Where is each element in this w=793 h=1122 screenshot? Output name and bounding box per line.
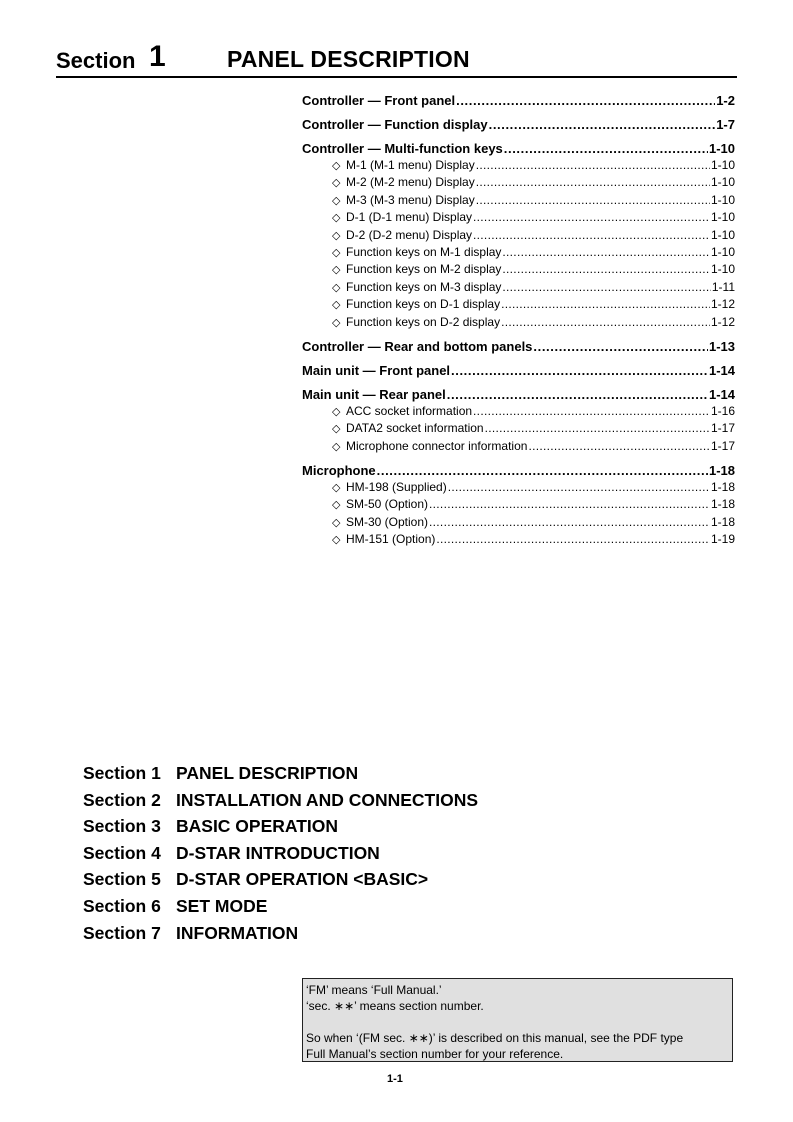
note-line: ‘FM’ means ‘Full Manual.’ — [306, 983, 442, 997]
toc-entry-page: 1-10 — [708, 141, 735, 156]
table-of-contents — [302, 92, 735, 549]
toc-subentry-page: 1-10 — [710, 262, 735, 277]
toc-leader-dots — [447, 386, 708, 403]
toc-subentry-label: Function keys on M-2 display — [346, 262, 502, 277]
toc-subentry-label: SM-30 (Option) — [346, 514, 429, 529]
toc-subentry-page: 1-18 — [710, 497, 735, 512]
toc-leader-dots — [377, 462, 708, 479]
section-link[interactable] — [83, 893, 478, 920]
diamond-bullet-icon: ◇ — [332, 534, 341, 547]
toc-subentry[interactable] — [302, 531, 735, 548]
diamond-bullet-icon: ◇ — [332, 246, 341, 259]
toc-leader-dots — [502, 261, 710, 278]
toc-leader-dots — [451, 362, 708, 379]
toc-subentry-page: 1-18 — [710, 514, 735, 529]
section-header — [56, 40, 737, 78]
toc-subentry[interactable] — [302, 192, 735, 209]
note-line: ‘sec. ∗∗’ means section number. — [306, 999, 484, 1013]
toc-subentry-page: 1-10 — [710, 175, 735, 190]
toc-leader-dots — [473, 209, 710, 226]
section-link-number: Section 4 — [83, 842, 161, 863]
toc-subentry-label: SM-50 (Option) — [346, 497, 429, 512]
toc-subentry[interactable] — [302, 420, 735, 437]
section-link-title: BASIC OPERATION — [176, 816, 339, 837]
toc-entry[interactable] — [302, 116, 735, 133]
toc-subentry[interactable] — [302, 438, 735, 455]
toc-subentry-page: 1-17 — [710, 421, 735, 436]
toc-subentry[interactable] — [302, 209, 735, 226]
toc-entry[interactable] — [302, 92, 735, 109]
toc-entry-page: 1-14 — [708, 386, 735, 402]
diamond-bullet-icon: ◇ — [332, 482, 341, 495]
toc-entry[interactable] — [302, 462, 735, 479]
toc-subentry[interactable] — [302, 479, 735, 496]
section-link-title: PANEL DESCRIPTION — [176, 763, 359, 783]
toc-subentry-page: 1-12 — [710, 297, 735, 312]
toc-subentry-label: DATA2 socket information — [346, 421, 484, 436]
toc-entry-page: 1-14 — [708, 362, 735, 378]
toc-entry-label: Controller — Multi-function keys — [302, 141, 503, 156]
diamond-bullet-icon: ◇ — [332, 264, 341, 277]
toc-subentry[interactable] — [302, 227, 735, 244]
toc-subentry[interactable] — [302, 244, 735, 261]
section-number: 1 — [149, 40, 166, 73]
diamond-bullet-icon: ◇ — [332, 194, 341, 207]
toc-subentry[interactable] — [302, 296, 735, 313]
toc-subentry-page: 1-10 — [710, 192, 735, 207]
section-link-title: D-STAR OPERATION <BASIC> — [176, 869, 429, 890]
toc-leader-dots — [485, 420, 710, 437]
toc-leader-dots — [476, 192, 710, 209]
section-link-title: SET MODE — [176, 895, 268, 916]
diamond-bullet-icon: ◇ — [332, 229, 341, 242]
diamond-bullet-icon: ◇ — [332, 440, 341, 453]
toc-subentry-page: 1-17 — [710, 438, 735, 453]
toc-subentry-page: 1-16 — [710, 403, 735, 418]
toc-subentry-label: M-2 (M-2 menu) Display — [346, 175, 475, 190]
toc-leader-dots — [504, 140, 708, 157]
toc-subentry-label: D-1 (D-1 menu) Display — [346, 210, 473, 225]
toc-subentry-label: Function keys on M-1 display — [346, 244, 502, 259]
toc-leader-dots — [436, 531, 710, 548]
toc-subentry-label: HM-198 (Supplied) — [346, 480, 447, 495]
toc-subentry-page: 1-11 — [711, 279, 735, 294]
section-link-number: Section 1 — [83, 763, 161, 783]
toc-entry[interactable] — [302, 386, 735, 403]
section-link-number: Section 5 — [83, 869, 161, 890]
toc-subentry-label: Microphone connector information — [346, 438, 528, 453]
note-box — [302, 978, 733, 1062]
section-link-number: Section 7 — [83, 922, 161, 943]
toc-entry-label: Main unit — Front panel — [302, 362, 451, 378]
toc-subentry-page: 1-10 — [710, 227, 735, 242]
diamond-bullet-icon: ◇ — [332, 281, 341, 294]
toc-subentry-label: M-1 (M-1 menu) Display — [346, 158, 475, 172]
toc-subentry[interactable] — [302, 279, 735, 296]
toc-entry-label: Controller — Front panel — [302, 93, 456, 108]
note-spacer — [306, 1014, 732, 1030]
toc-subentry-label: D-2 (D-2 menu) Display — [346, 227, 473, 242]
toc-entry-page: 1-13 — [708, 338, 735, 354]
page-number: 1-1 — [387, 1073, 403, 1085]
toc-entry-label: Controller — Rear and bottom panels — [302, 338, 533, 354]
section-link[interactable] — [83, 787, 478, 814]
section-link-number: Section 6 — [83, 895, 161, 916]
toc-leader-dots — [489, 116, 716, 133]
page-title: PANEL DESCRIPTION — [227, 46, 470, 72]
toc-leader-dots — [502, 279, 710, 296]
note-line: So when ‘(FM sec. ∗∗)’ is described on this manual, see the PDF type — [306, 1031, 684, 1045]
section-link-title: D-STAR INTRODUCTION — [176, 842, 380, 863]
toc-leader-dots — [501, 314, 710, 331]
toc-leader-dots — [429, 496, 710, 513]
section-link[interactable] — [83, 813, 478, 840]
toc-subentry[interactable] — [302, 261, 735, 278]
toc-entry[interactable] — [302, 362, 735, 379]
diamond-bullet-icon: ◇ — [332, 177, 341, 190]
toc-leader-dots — [473, 227, 710, 244]
toc-subentry-label: ACC socket information — [346, 403, 473, 418]
toc-subentry[interactable] — [302, 157, 735, 174]
section-list — [83, 760, 478, 946]
toc-subentry-label: Function keys on M-3 display — [346, 279, 502, 294]
diamond-bullet-icon: ◇ — [332, 316, 341, 329]
toc-leader-dots — [476, 157, 710, 174]
diamond-bullet-icon: ◇ — [332, 499, 341, 512]
toc-subentry[interactable] — [302, 403, 735, 420]
section-link-number: Section 2 — [83, 789, 161, 810]
toc-leader-dots — [476, 174, 710, 191]
toc-subentry[interactable] — [302, 496, 735, 513]
toc-subentry[interactable] — [302, 174, 735, 191]
toc-entry-page: 1-18 — [708, 463, 735, 479]
toc-subentry[interactable] — [302, 514, 735, 531]
toc-subentry-label: Function keys on D-2 display — [346, 314, 501, 329]
note-line: Full Manual’s section number for your reference. — [306, 1047, 564, 1061]
toc-subentry-label: M-3 (M-3 menu) Display — [346, 192, 475, 207]
toc-entry-page: 1-2 — [716, 93, 735, 108]
diamond-bullet-icon: ◇ — [332, 212, 341, 225]
toc-leader-dots — [528, 438, 710, 455]
toc-subentry[interactable] — [302, 314, 735, 331]
toc-subentry-page: 1-10 — [710, 210, 735, 225]
toc-subentry-page: 1-18 — [710, 480, 735, 495]
toc-subentry-page: 1-19 — [710, 532, 735, 547]
toc-entry-page: 1-7 — [716, 117, 735, 132]
toc-entry[interactable] — [302, 140, 735, 157]
toc-leader-dots — [502, 244, 710, 261]
toc-leader-dots — [473, 403, 710, 420]
toc-entry-label: Controller — Function display — [302, 117, 488, 132]
diamond-bullet-icon: ◇ — [332, 516, 341, 529]
section-link-title: INFORMATION — [176, 922, 299, 943]
diamond-bullet-icon: ◇ — [332, 160, 341, 172]
toc-subentry-page: 1-12 — [710, 314, 735, 329]
diamond-bullet-icon: ◇ — [332, 299, 341, 312]
diamond-bullet-icon: ◇ — [332, 405, 341, 418]
toc-leader-dots — [448, 479, 710, 496]
section-word: Section — [56, 48, 136, 73]
toc-subentry-page: 1-10 — [710, 244, 735, 259]
toc-subentry-label: Function keys on D-1 display — [346, 297, 501, 312]
section-link[interactable] — [83, 920, 478, 947]
toc-entry-label: Microphone — [302, 463, 376, 479]
toc-leader-dots — [533, 338, 708, 355]
section-link[interactable] — [83, 840, 478, 867]
section-link[interactable] — [83, 866, 478, 893]
section-link[interactable] — [83, 760, 478, 787]
toc-subentry-page: 1-10 — [710, 158, 735, 172]
toc-entry-label: Main unit — Rear panel — [302, 386, 446, 402]
toc-leader-dots — [456, 92, 715, 109]
section-link-number: Section 3 — [83, 816, 161, 837]
diamond-bullet-icon: ◇ — [332, 423, 341, 436]
toc-leader-dots — [501, 296, 710, 313]
toc-entry[interactable] — [302, 338, 735, 355]
toc-leader-dots — [429, 514, 710, 531]
toc-subentry-label: HM-151 (Option) — [346, 532, 436, 547]
section-link-title: INSTALLATION AND CONNECTIONS — [176, 789, 479, 810]
